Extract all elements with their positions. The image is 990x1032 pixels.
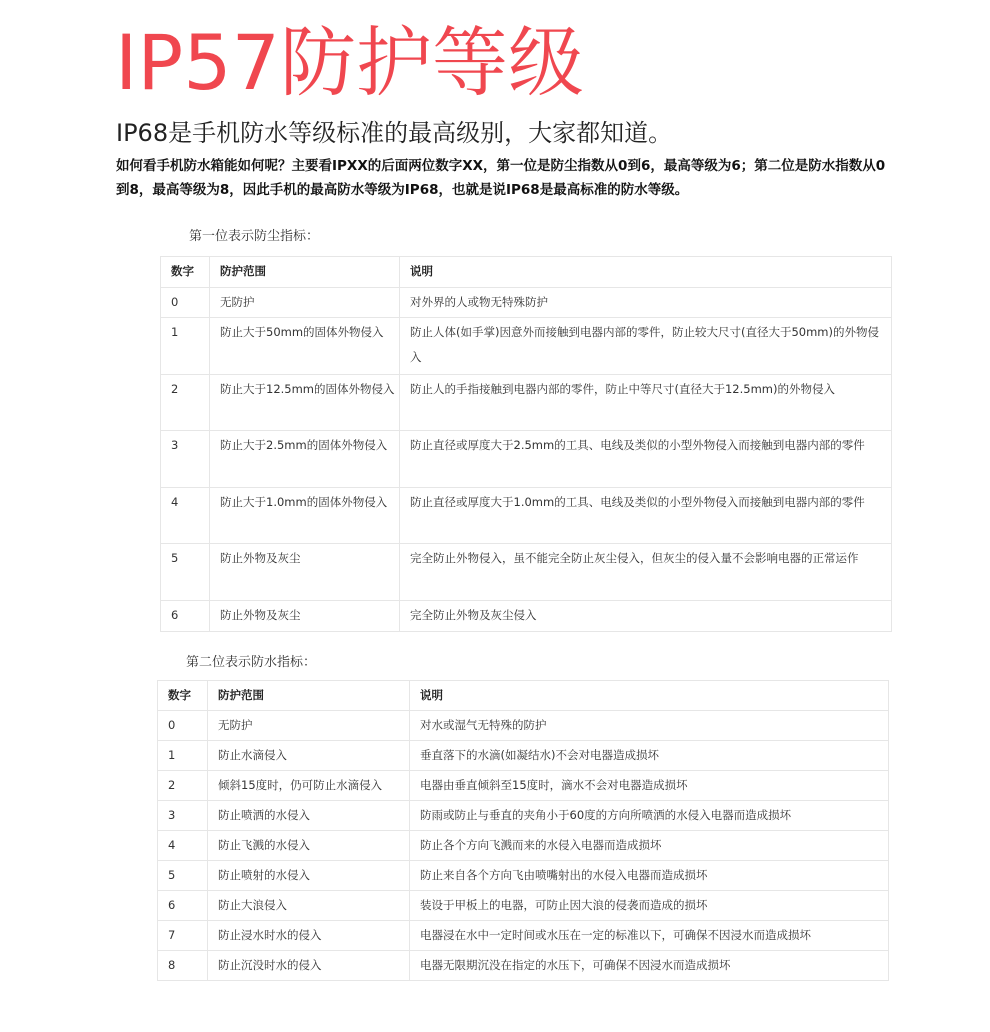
- cell-number: 3: [158, 801, 208, 831]
- cell-number: 8: [158, 951, 208, 981]
- cell-range: 防止外物及灰尘: [210, 544, 400, 601]
- cell-number: 6: [158, 891, 208, 921]
- cell-range: 防止飞溅的水侵入: [208, 831, 410, 861]
- cell-number: 1: [161, 318, 210, 375]
- cell-range: 防止喷洒的水侵入: [208, 801, 410, 831]
- table-header-row: [158, 681, 889, 711]
- cell-range: 倾斜15度时，仍可防止水滴侵入: [208, 771, 410, 801]
- cell-range: 防止喷射的水侵入: [208, 861, 410, 891]
- column-header-description: 说明: [400, 257, 892, 288]
- cell-description: 防止直径或厚度大于2.5mm的工具、电线及类似的小型外物侵入而接触到电器内部的零件: [400, 431, 892, 488]
- table-row: [161, 431, 892, 488]
- table-row: [161, 488, 892, 544]
- cell-description: 垂直落下的水滴(如凝结水)不会对电器造成损坏: [410, 741, 889, 771]
- cell-number: 4: [161, 488, 210, 544]
- cell-number: 0: [161, 288, 210, 318]
- cell-description: 防雨或防止与垂直的夹角小于60度的方向所喷洒的水侵入电器而造成损坏: [410, 801, 889, 831]
- cell-description: 电器浸在水中一定时间或水压在一定的标准以下，可确保不因浸水而造成损坏: [410, 921, 889, 951]
- table-row: [158, 741, 889, 771]
- cell-range: 防止大于1.0mm的固体外物侵入: [210, 488, 400, 544]
- column-header-number: 数字: [158, 681, 208, 711]
- cell-description: 完全防止外物侵入，虽不能完全防止灰尘侵入，但灰尘的侵入量不会影响电器的正常运作: [400, 544, 892, 601]
- water-rating-table: [157, 680, 889, 981]
- column-header-description: 说明: [410, 681, 889, 711]
- table-row: [158, 861, 889, 891]
- column-header-number: 数字: [161, 257, 210, 288]
- cell-range: 防止大浪侵入: [208, 891, 410, 921]
- cell-description: 防止人的手指接触到电器内部的零件，防止中等尺寸(直径大于12.5mm)的外物侵入: [400, 375, 892, 431]
- table-row: [158, 831, 889, 861]
- table-row: [158, 921, 889, 951]
- column-header-range: 防护范围: [208, 681, 410, 711]
- cell-range: 防止大于12.5mm的固体外物侵入: [210, 375, 400, 431]
- water-section-label: 第二位表示防水指标：: [186, 655, 317, 670]
- table-row: [161, 318, 892, 375]
- cell-number: 4: [158, 831, 208, 861]
- dust-section-label: 第一位表示防尘指标：: [189, 229, 320, 244]
- cell-range: 防止沉没时水的侵入: [208, 951, 410, 981]
- cell-number: 2: [161, 375, 210, 431]
- page-title: IP57防护等级: [115, 18, 584, 107]
- cell-range: 无防护: [208, 711, 410, 741]
- cell-description: 防止人体(如手掌)因意外而接触到电器内部的零件，防止较大尺寸(直径大于50mm)的外物侵入: [400, 318, 892, 375]
- cell-number: 1: [158, 741, 208, 771]
- table-row: [161, 375, 892, 431]
- cell-range: 无防护: [210, 288, 400, 318]
- table-row: [158, 891, 889, 921]
- cell-number: 2: [158, 771, 208, 801]
- cell-description: 电器由垂直倾斜至15度时，滴水不会对电器造成损坏: [410, 771, 889, 801]
- table-row: [161, 288, 892, 318]
- cell-range: 防止浸水时水的侵入: [208, 921, 410, 951]
- cell-description: 防止来自各个方向飞由喷嘴射出的水侵入电器而造成损坏: [410, 861, 889, 891]
- table-row: [158, 801, 889, 831]
- cell-number: 7: [158, 921, 208, 951]
- cell-range: 防止外物及灰尘: [210, 601, 400, 632]
- table-row: [161, 544, 892, 601]
- cell-description: 装设于甲板上的电器，可防止因大浪的侵袭而造成的损坏: [410, 891, 889, 921]
- cell-range: 防止大于50mm的固体外物侵入: [210, 318, 400, 375]
- page-subtitle: IP68是手机防水等级标准的最高级别，大家都知道。: [116, 119, 673, 147]
- cell-range: 防止大于2.5mm的固体外物侵入: [210, 431, 400, 488]
- column-header-range: 防护范围: [210, 257, 400, 288]
- cell-description: 对水或湿气无特殊的防护: [410, 711, 889, 741]
- cell-number: 3: [161, 431, 210, 488]
- cell-description: 完全防止外物及灰尘侵入: [400, 601, 892, 632]
- dust-rating-table: [160, 256, 892, 632]
- table-row: [158, 711, 889, 741]
- cell-description: 防止直径或厚度大于1.0mm的工具、电线及类似的小型外物侵入而接触到电器内部的零件: [400, 488, 892, 544]
- cell-description: 防止各个方向飞溅而来的水侵入电器而造成损坏: [410, 831, 889, 861]
- cell-number: 5: [158, 861, 208, 891]
- cell-description: 电器无限期沉没在指定的水压下，可确保不因浸水而造成损坏: [410, 951, 889, 981]
- table-header-row: [161, 257, 892, 288]
- table-row: [161, 601, 892, 632]
- cell-number: 0: [158, 711, 208, 741]
- table-row: [158, 771, 889, 801]
- cell-range: 防止水滴侵入: [208, 741, 410, 771]
- cell-number: 6: [161, 601, 210, 632]
- table-row: [158, 951, 889, 981]
- intro-paragraph: 如何看手机防水箱能如何呢？主要看IPXX的后面两位数字XX，第一位是防尘指数从0到6，最高等级为6；第二位是防水指数从0到8，最高等级为8，因此手机的最高防水等级为IP68，也就是说IP68是最高标准的防水等级。: [116, 158, 886, 198]
- cell-number: 5: [161, 544, 210, 601]
- cell-description: 对外界的人或物无特殊防护: [400, 288, 892, 318]
